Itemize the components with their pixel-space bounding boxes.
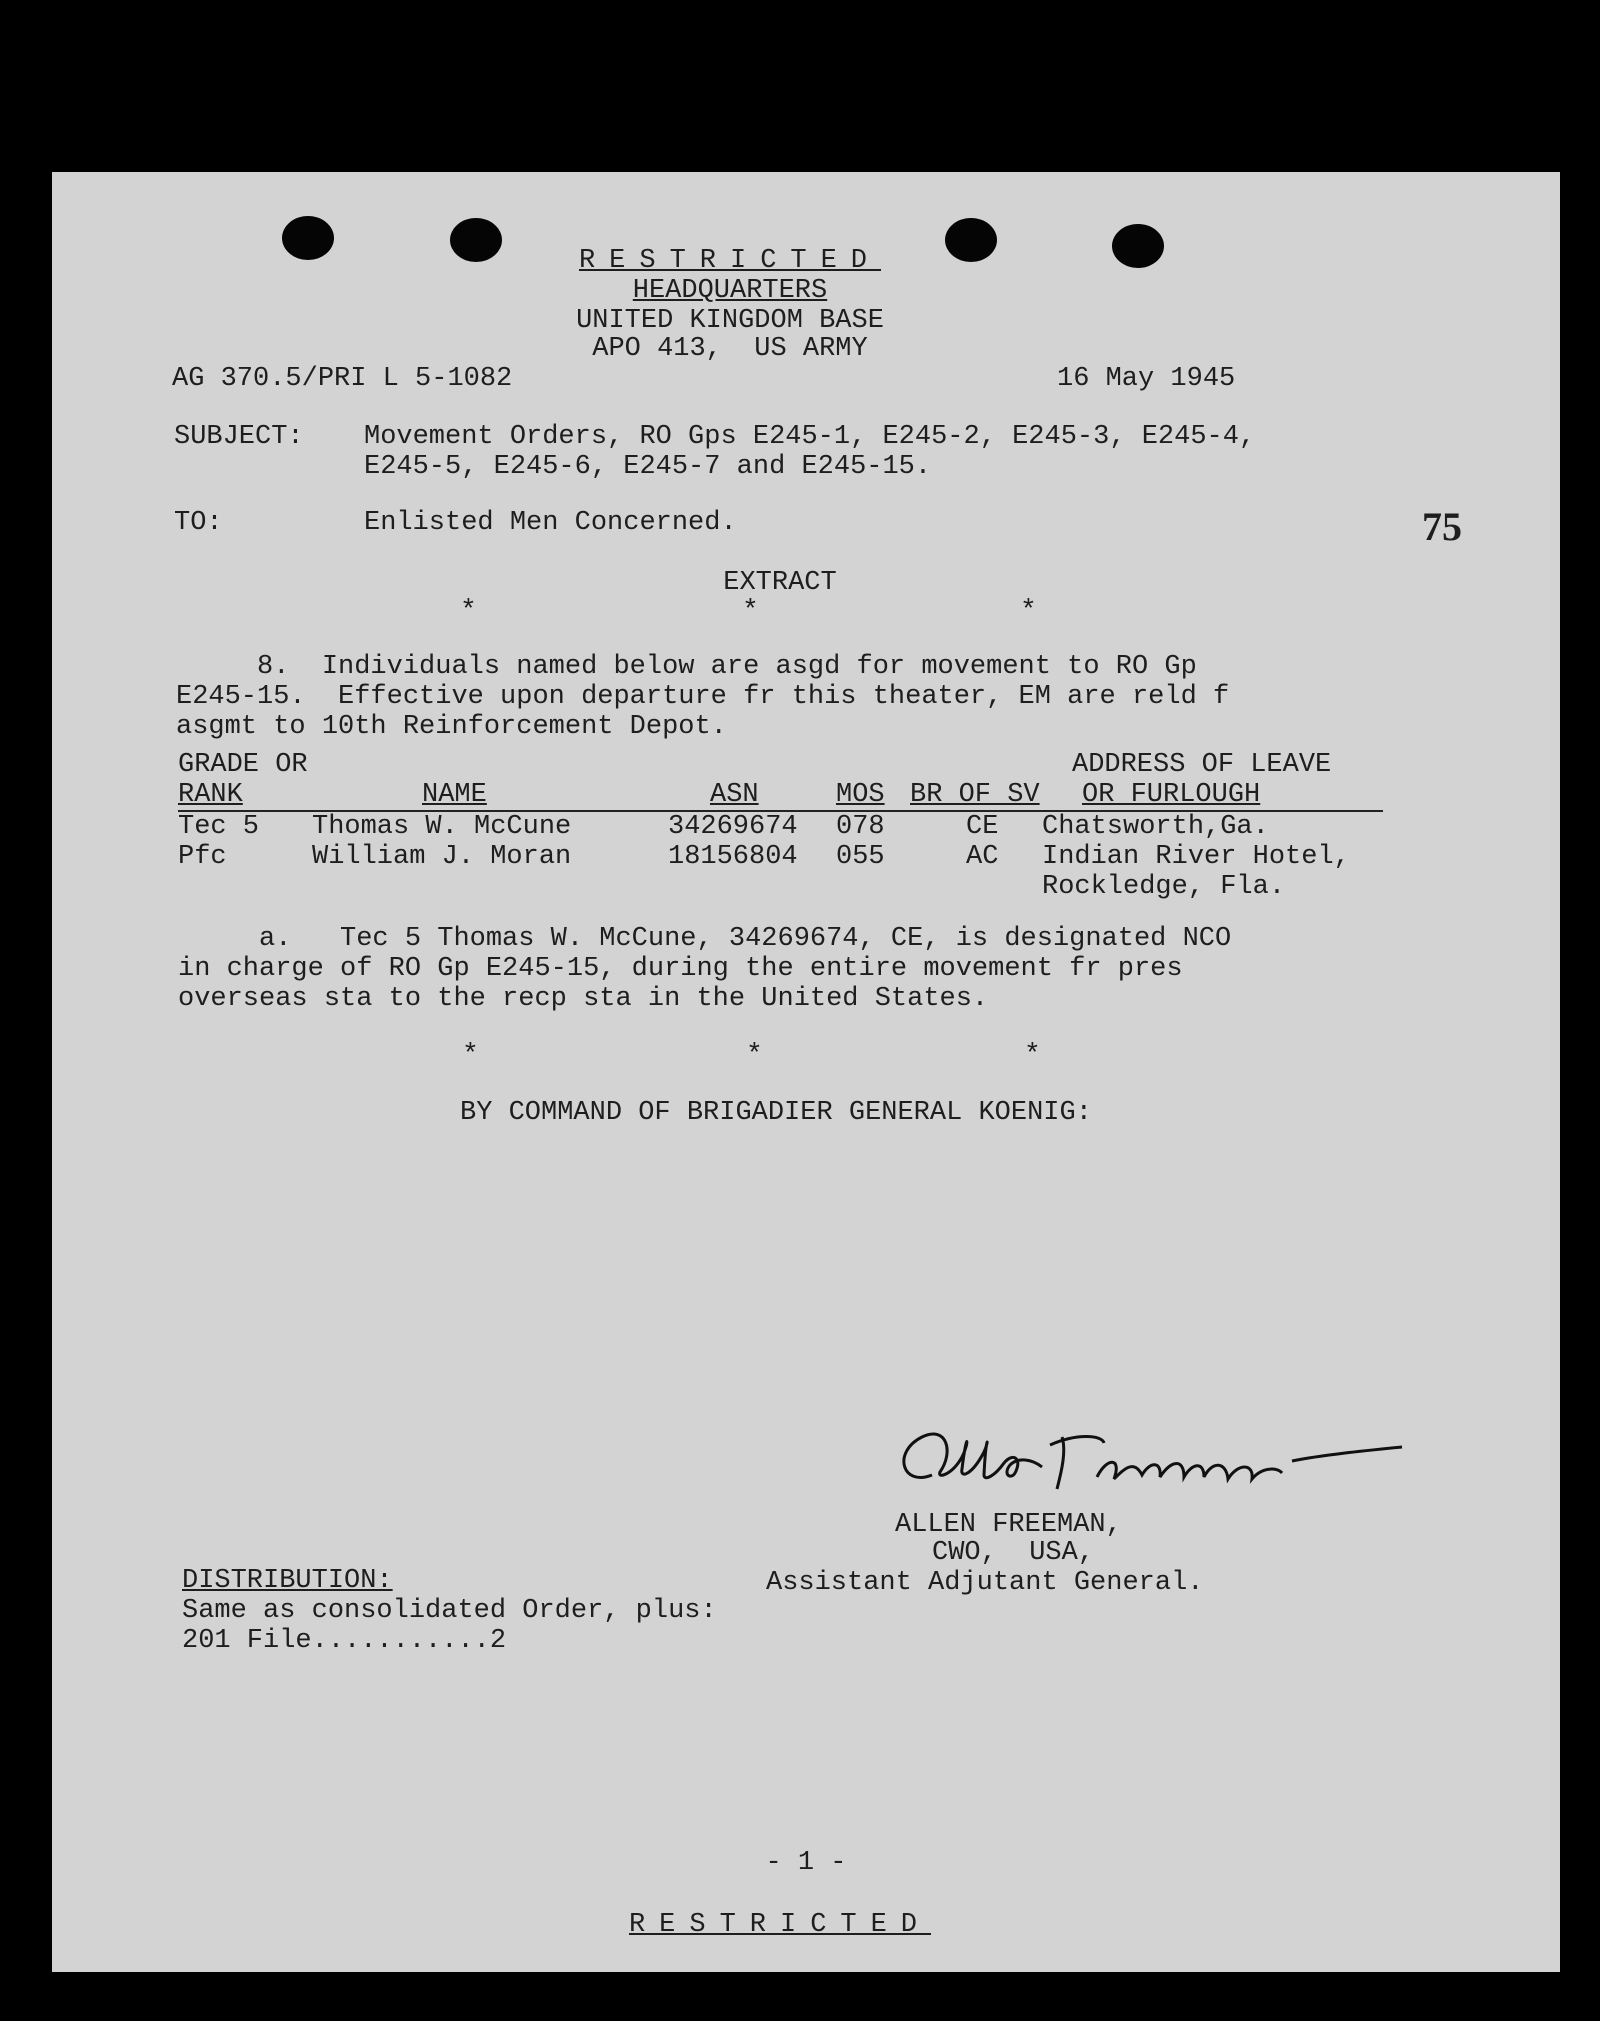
table-cell-name: William J. Moran — [312, 842, 572, 872]
command-line: BY COMMAND OF BRIGADIER GENERAL KOENIG: — [460, 1098, 1092, 1128]
column-header-asn: ASN — [710, 780, 759, 810]
asterisk-separator: * — [1020, 596, 1037, 627]
extract-label: EXTRACT — [723, 568, 837, 598]
asterisk-separator: * — [460, 596, 477, 627]
column-header-address: OR FURLOUGH — [1082, 780, 1261, 810]
paragraph-line: asgmt to 10th Reinforcement Depot. — [176, 712, 727, 742]
paragraph-line: overseas sta to the recp sta in the United States. — [178, 984, 989, 1014]
column-header-name: NAME — [422, 780, 487, 810]
to-value: Enlisted Men Concerned. — [364, 508, 737, 538]
table-cell-mos: 055 — [836, 842, 885, 872]
asterisk-separator: * — [742, 596, 759, 627]
column-header-address: ADDRESS OF LEAVE — [1072, 750, 1332, 780]
table-cell-address: Indian River Hotel, — [1042, 842, 1350, 872]
margin-page-number: 75 — [1422, 504, 1462, 549]
asterisk-separator: * — [462, 1040, 479, 1071]
distribution-line: 201 File...........2 — [182, 1626, 507, 1656]
table-cell-asn: 34269674 — [668, 812, 798, 842]
office-title: HEADQUARTERS — [632, 276, 828, 306]
paragraph-line: 8. Individuals named below are asgd for movement to RO Gp — [176, 652, 1197, 682]
punch-hole — [282, 216, 334, 260]
column-header-branch: BR OF SV — [910, 780, 1040, 810]
paragraph-line: E245-15. Effective upon departure fr this theater, EM are reld f — [176, 682, 1230, 712]
punch-hole — [1112, 224, 1164, 268]
table-cell-address: Chatsworth,Ga. — [1042, 812, 1269, 842]
table-cell-branch: CE — [966, 812, 999, 842]
asterisk-separator: * — [746, 1040, 763, 1071]
classification-footer: RESTRICTED — [628, 1910, 932, 1940]
subject-line: Movement Orders, RO Gps E245-1, E245-2, E245-3, E245-4, — [364, 422, 1256, 452]
file-number: AG 370.5/PRI L 5-1082 — [172, 364, 513, 394]
table-cell-grade: Pfc — [178, 842, 227, 872]
table-cell-asn: 18156804 — [668, 842, 798, 872]
table-cell-mos: 078 — [836, 812, 885, 842]
column-header-grade: RANK — [178, 780, 243, 810]
table-cell-grade: Tec 5 — [178, 812, 260, 842]
paragraph-line: a. Tec 5 Thomas W. McCune, 34269674, CE, is designated NCO — [178, 924, 1232, 954]
classification-header: RESTRICTED — [578, 246, 882, 276]
table-cell-address: Rockledge, Fla. — [1042, 872, 1286, 902]
subject-label: SUBJECT: — [174, 422, 304, 452]
paragraph-line: in charge of RO Gp E245-15, during the entire movement fr pres — [178, 954, 1183, 984]
column-header-mos: MOS — [836, 780, 885, 810]
command-title: UNITED KINGDOM BASE — [576, 306, 884, 336]
handwritten-signature — [892, 1397, 1412, 1507]
apo-line: APO 413, US ARMY — [592, 334, 868, 364]
document-date: 16 May 1945 — [1057, 364, 1236, 394]
signer-name: ALLEN FREEMAN, — [895, 1510, 1122, 1540]
distribution-label: DISTRIBUTION: — [182, 1566, 393, 1596]
table-cell-branch: AC — [966, 842, 999, 872]
column-header-grade: GRADE OR — [178, 750, 308, 780]
distribution-line: Same as consolidated Order, plus: — [182, 1596, 717, 1626]
to-label: TO: — [174, 508, 223, 538]
page-number: - 1 - — [765, 1848, 847, 1878]
signer-rank: CWO, USA, — [932, 1538, 1095, 1568]
subject-line: E245-5, E245-6, E245-7 and E245-15. — [364, 452, 932, 482]
asterisk-separator: * — [1024, 1040, 1041, 1071]
document-page — [52, 172, 1560, 1972]
table-cell-name: Thomas W. McCune — [312, 812, 572, 842]
signer-title: Assistant Adjutant General. — [766, 1568, 1204, 1598]
